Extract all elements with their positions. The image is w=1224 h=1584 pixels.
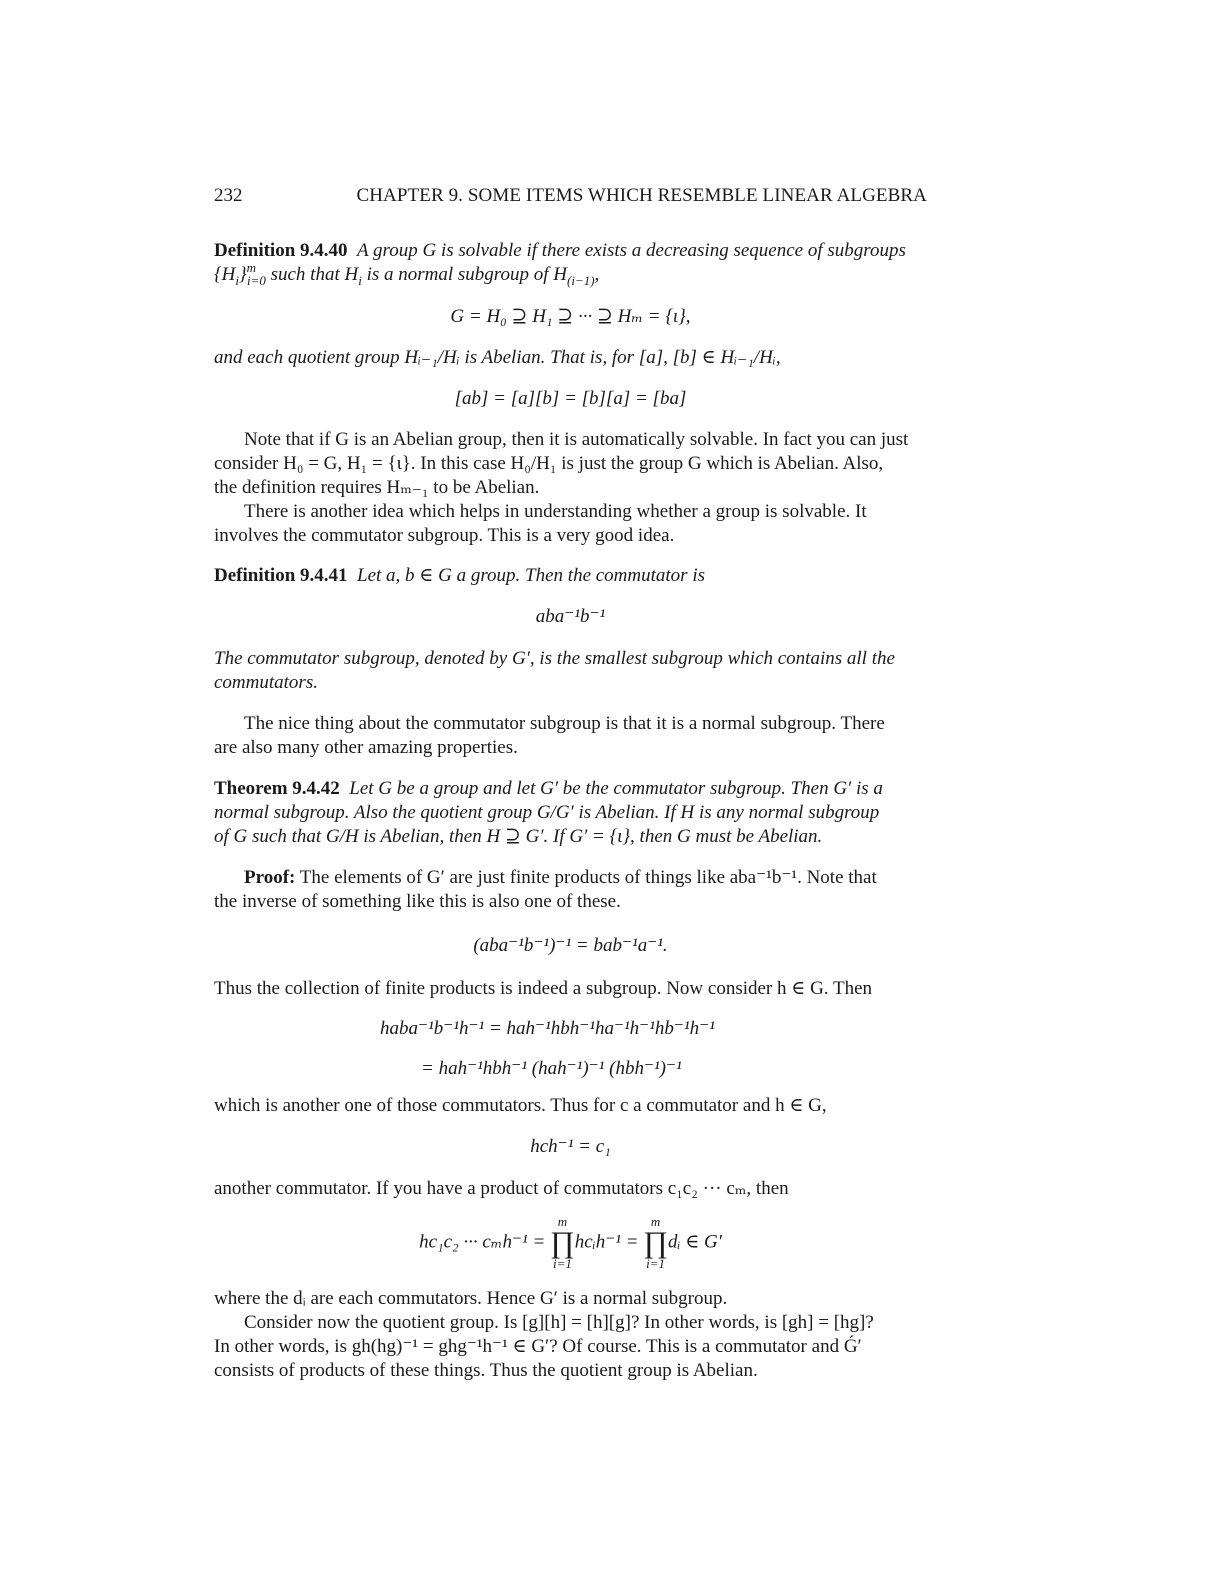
text-line: The commutator subgroup, denoted by G′, is the smallest subgroup which contains all the xyxy=(214,648,895,669)
product-operator: m ∏ i=1 xyxy=(550,1214,575,1271)
definition-continuation: and each quotient group Hᵢ₋₁/Hᵢ is Abelian. That is, for [a], [b] ∈ Hᵢ₋₁/Hᵢ, xyxy=(214,347,781,368)
equation-conjugate-commutator: hch⁻¹ = c₁ xyxy=(530,1136,611,1157)
theorem-text: of G such that G/H is Abelian, then H ⊇ G′. If G′ = {ι}, then G must be Abelian. xyxy=(214,826,823,847)
page-number: 232 xyxy=(214,185,243,206)
equation-subgroup-chain: G = H₀ ⊇ H₁ ⊇ ··· ⊇ Hₘ = {ι}, xyxy=(450,306,691,327)
text-line: The elements of G′ are just finite products of things like aba⁻¹b⁻¹. Note that xyxy=(299,867,877,888)
proof-start xyxy=(214,866,927,914)
definition-label: Definition 9.4.40 xyxy=(214,240,348,261)
equation-product-right: dᵢ ∈ G′ xyxy=(667,1231,722,1253)
definition-continuation-commutator-subgroup xyxy=(214,647,927,695)
text-line: the definition requires Hₘ₋₁ to be Abelian. xyxy=(214,477,540,498)
equation-conjugate-line2: = hah⁻¹hbh⁻¹ (hah⁻¹)⁻¹ (hbh⁻¹)⁻¹ xyxy=(421,1058,682,1079)
text-line: which is another one of those commutators. Thus for c a commutator and h ∈ G, xyxy=(214,1095,827,1116)
text-line: The nice thing about the commutator subgroup is that it is a normal subgroup. There xyxy=(244,713,885,734)
text-line: another commutator. If you have a product of commutators c₁c₂ ··· cₘ, then xyxy=(214,1178,789,1199)
paragraph-abelian-note xyxy=(214,428,927,548)
equation-product xyxy=(214,1215,927,1275)
text-line: are also many other amazing properties. xyxy=(214,737,518,758)
theorem-label: Theorem 9.4.42 xyxy=(214,778,340,799)
text-line: commutators. xyxy=(214,672,318,693)
text-line: consider H₀ = G, H₁ = {ι}. In this case H₀/H₁ is just the group G which is Abelian. Also, xyxy=(214,453,884,474)
product-operator: m ∏ i=1 xyxy=(643,1214,668,1271)
equation-commute: [ab] = [a][b] = [b][a] = [ba] xyxy=(454,388,687,409)
text-line: the inverse of something like this is also one of these. xyxy=(214,891,621,912)
text-line: There is another idea which helps in understanding whether a group is solvable. It xyxy=(244,501,867,522)
equation-commutator: aba⁻¹b⁻¹ xyxy=(535,606,606,627)
proof-conclusion xyxy=(214,1287,927,1383)
equation-inverse: (aba⁻¹b⁻¹)⁻¹ = bab⁻¹a⁻¹. xyxy=(473,935,668,956)
text-line: Note that if G is an Abelian group, then it is automatically solvable. In fact you can just xyxy=(244,429,909,450)
definition-9-4-40 xyxy=(214,239,927,287)
text-line: Thus the collection of finite products is indeed a subgroup. Now consider h ∈ G. Then xyxy=(214,978,872,999)
theorem-text: normal subgroup. Also the quotient group G/G′ is Abelian. If H is any normal subgroup xyxy=(214,802,880,823)
text-line: involves the commutator subgroup. This is a very good idea. xyxy=(214,525,675,546)
theorem-text: Let G be a group and let G′ be the commutator subgroup. Then G′ is a xyxy=(349,778,883,799)
paragraph-nice-thing xyxy=(214,712,927,760)
definition-text: A group G is solvable if there exists a decreasing sequence of subgroups xyxy=(357,240,906,261)
text-line: consists of products of these things. Thus the quotient group is Abelian. xyxy=(214,1360,758,1381)
definition-label: Definition 9.4.41 xyxy=(214,565,348,586)
definition-text-line2: $\{H_i\}^m_{i=0}$ such that $H_i$ is a normal subgroup of $H_{(i-1)}$, xyxy=(214,260,600,288)
equation-product-left: hc₁c₂ ··· cₘh⁻¹ = xyxy=(419,1231,551,1253)
theorem-9-4-42 xyxy=(214,777,927,849)
chapter-title: CHAPTER 9. SOME ITEMS WHICH RESEMBLE LINEAR ALGEBRA xyxy=(356,185,927,206)
equation-conjugate-line1: haba⁻¹b⁻¹h⁻¹ = hah⁻¹hbh⁻¹ha⁻¹h⁻¹hb⁻¹h⁻¹ xyxy=(380,1018,715,1039)
equation-product-mid: hcᵢh⁻¹ = xyxy=(574,1231,644,1253)
proof-label: Proof: xyxy=(244,867,296,888)
text-line: In other words, is gh(hg)⁻¹ = ghg⁻¹h⁻¹ ∈ G′? Of course. This is a commutator and Ǵ′ xyxy=(214,1336,862,1357)
text-line: where the dᵢ are each commutators. Hence G′ is a normal subgroup. xyxy=(214,1288,728,1309)
definition-text: Let a, b ∈ G a group. Then the commutator is xyxy=(357,565,705,586)
text-line: Consider now the quotient group. Is [g][h] = [h][g]? In other words, is [gh] = [hg]? xyxy=(244,1312,874,1333)
definition-9-4-41 xyxy=(214,564,927,588)
